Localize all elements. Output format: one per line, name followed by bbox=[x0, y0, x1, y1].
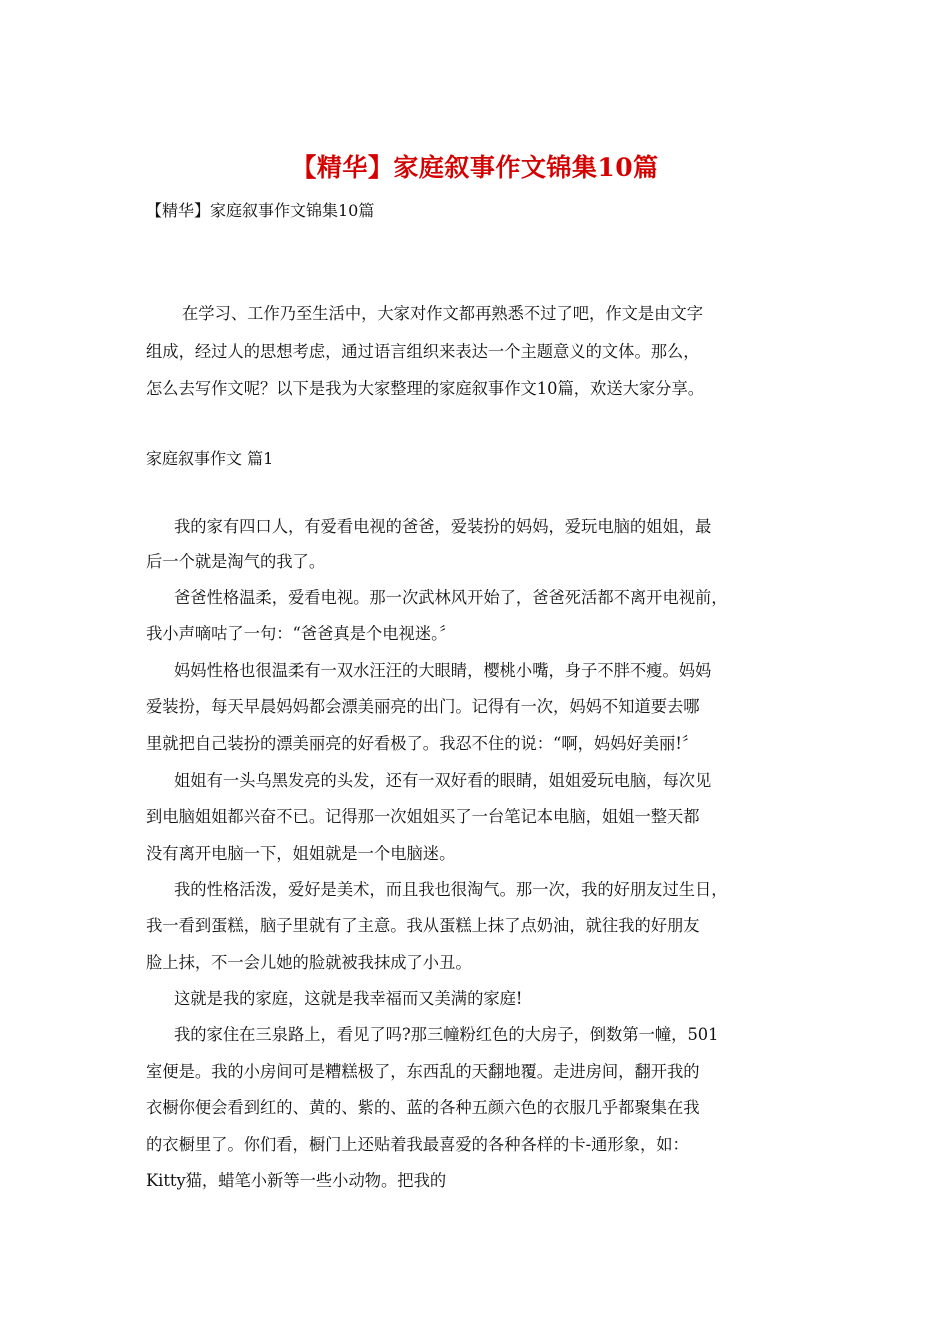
document-subtitle: 【精华】家庭叙事作文锦集10篇 bbox=[146, 201, 375, 220]
body-line: 后一个就是淘气的我了。 bbox=[146, 552, 326, 571]
body-line: 爱装扮，每天早晨妈妈都会漂美丽亮的出门。记得有一次，妈妈不知道要去哪 bbox=[146, 697, 700, 716]
body-line: 没有离开电脑一下，姐姐就是一个电脑迷。 bbox=[146, 844, 456, 863]
body-line: 的衣橱里了。你们看，橱门上还贴着我最喜爱的各种各样的卡-通形象，如： bbox=[146, 1135, 689, 1154]
intro-line: 怎么去写作文呢？以下是我为大家整理的家庭叙事作文10篇，欢送大家分享。 bbox=[146, 379, 705, 398]
body-line: 脸上抹，不一会儿她的脸就被我抹成了小丑。 bbox=[146, 953, 472, 972]
body-line: 我一看到蛋糕，脑子里就有了主意。我从蛋糕上抹了点奶油，就往我的好朋友 bbox=[146, 916, 700, 935]
page-title: 【精华】家庭叙事作文锦集10篇 bbox=[291, 153, 659, 182]
body-line: 我的性格活泼，爱好是美术，而且我也很淘气。那一次，我的好朋友过生日， bbox=[174, 880, 728, 899]
section-heading: 家庭叙事作文 篇1 bbox=[146, 449, 274, 468]
body-line: 里就把自己装扮的漂美丽亮的好看极了。我忍不住的说：“啊，妈妈好美丽!〞 bbox=[146, 734, 699, 753]
body-line: 姐姐有一头乌黑发亮的头发，还有一双好看的眼睛，姐姐爱玩电脑，每次见 bbox=[174, 771, 712, 790]
body-line: 我小声嘀咕了一句：“爸爸真是个电视迷。〞 bbox=[146, 624, 456, 643]
body-line: 衣橱你便会看到红的、黄的、紫的、蓝的各种五颜六色的衣服几乎都聚集在我 bbox=[146, 1098, 700, 1117]
body-line: Kitty猫，蜡笔小新等一些小动物。把我的 bbox=[146, 1171, 447, 1190]
body-line: 这就是我的家庭，这就是我幸福而又美满的家庭! bbox=[174, 989, 523, 1008]
body-line: 到电脑姐姐都兴奋不已。记得那一次姐姐买了一台笔记本电脑，姐姐一整天都 bbox=[146, 807, 700, 826]
body-line: 我的家住在三泉路上，看见了吗?那三幢粉红色的大房子，倒数第一幢，501 bbox=[174, 1025, 719, 1044]
body-line: 室便是。我的小房间可是糟糕极了，东西乱的天翻地覆。走进房间，翻开我的 bbox=[146, 1062, 700, 1081]
intro-line: 组成，经过人的思想考虑，通过语言组织来表达一个主题意义的文体。那么， bbox=[146, 342, 700, 361]
body-line: 妈妈性格也很温柔有一双水汪汪的大眼睛，樱桃小嘴，身子不胖不瘦。妈妈 bbox=[174, 661, 712, 680]
body-line: 爸爸性格温柔，爱看电视。那一次武林风开始了，爸爸死活都不离开电视前， bbox=[174, 588, 728, 607]
body-line: 我的家有四口人，有爱看电视的爸爸，爱装扮的妈妈，爱玩电脑的姐姐，最 bbox=[174, 517, 712, 536]
intro-line: 在学习、工作乃至生活中，大家对作文都再熟悉不过了吧，作文是由文字 bbox=[182, 304, 704, 323]
